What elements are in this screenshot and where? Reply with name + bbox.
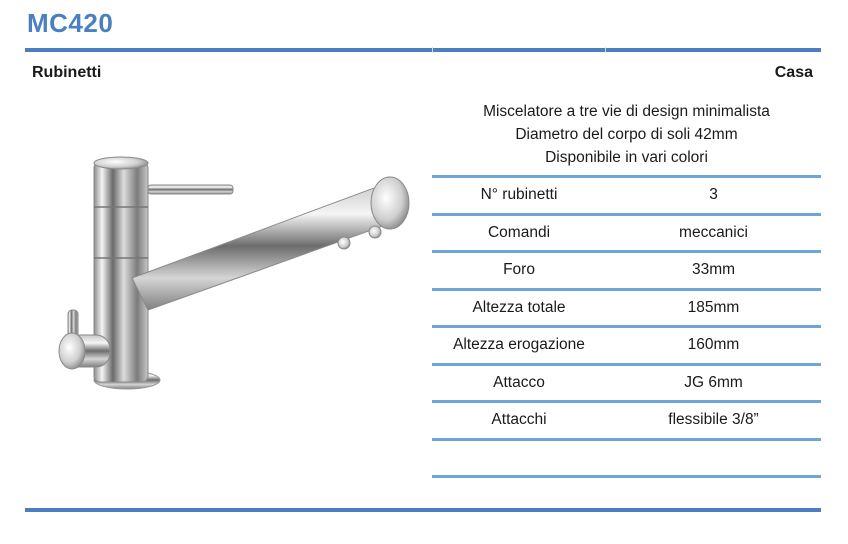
spec-value: 3 xyxy=(606,177,821,215)
context-label: Casa xyxy=(774,64,813,81)
spec-label: Altezza totale xyxy=(432,289,606,327)
spec-table xyxy=(432,175,821,478)
spec-value: 160mm xyxy=(606,327,821,365)
spec-label: Attacchi xyxy=(432,402,606,440)
spec-label xyxy=(432,439,606,477)
description-line: Miscelatore a tre vie di design minimalista xyxy=(483,103,770,120)
footer-rule xyxy=(25,508,821,512)
spec-label: Altezza erogazione xyxy=(432,327,606,365)
category-label: Rubinetti xyxy=(32,64,102,81)
description-line: Disponibile in vari colori xyxy=(545,149,708,166)
table-row xyxy=(432,327,821,365)
spec-label: Foro xyxy=(432,252,606,290)
faucet-icon xyxy=(30,150,420,400)
spec-label: Comandi xyxy=(432,214,606,252)
table-row xyxy=(432,402,821,440)
table-row xyxy=(432,364,821,402)
table-row xyxy=(432,439,821,477)
spec-value: flessibile 3/8” xyxy=(606,402,821,440)
model-title: MC420 xyxy=(27,8,114,38)
spec-value: JG 6mm xyxy=(606,364,821,402)
table-row xyxy=(432,289,821,327)
table-row xyxy=(432,177,821,215)
product-description xyxy=(432,100,821,169)
spec-value: 33mm xyxy=(606,252,821,290)
table-row xyxy=(432,252,821,290)
spec-value xyxy=(606,439,821,477)
spec-value: meccanici xyxy=(606,214,821,252)
spec-value: 185mm xyxy=(606,289,821,327)
description-line: Diametro del corpo di soli 42mm xyxy=(515,126,738,143)
header-rule xyxy=(25,48,821,52)
spec-label: N° rubinetti xyxy=(432,177,606,215)
table-row xyxy=(432,214,821,252)
spec-label: Attacco xyxy=(432,364,606,402)
